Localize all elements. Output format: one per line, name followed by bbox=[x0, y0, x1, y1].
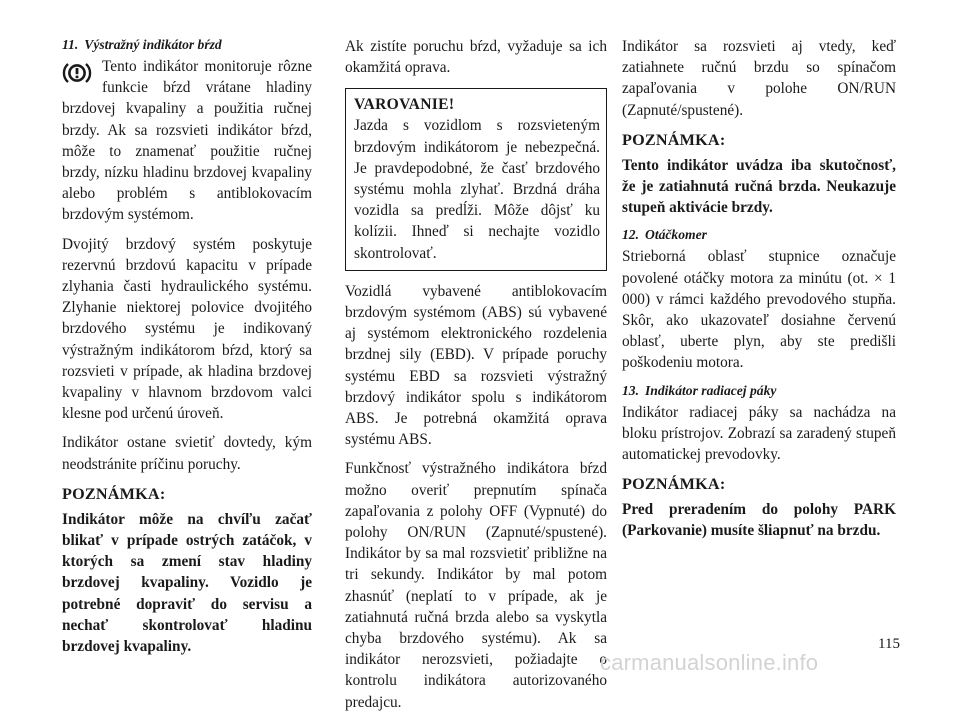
col1-para1: Tento indikátor monitoruje rôzne funkcie bŕzd vrátane hladiny brzdovej kvapaliny a použitia ručnej brzdy. Ak sa rozsvieti indikátor bŕzd, môže to znamenať použitie ručnej brzdy, nízku hladinu brzdovej kvapaliny alebo problém s antiblokovacím brzdovým systémom. bbox=[62, 58, 312, 224]
col3-para2: Strieborná oblasť stupnice označuje povolené otáčky motora za minútu (ot. × 1 000) v rámci každého prevodového stupňa. Skôr, ako ukazovateľ dosiahne červenú oblasť, uberte plyn, aby ste predišli poškodeniu motora. bbox=[622, 248, 896, 372]
column-left bbox=[62, 36, 312, 665]
col2-para2: Vozidlá vybavené antiblokovacím brzdovým systémom (ABS) sú vybavené aj systémom elektronického rozdelenia brzdnej sily (EBD). V prípade poruchy systému EBD sa rozsvieti výstražný brzdový indikátor spolu s indikátorom ABS. Je potrebná okamžitá oprava systému ABS. bbox=[345, 282, 607, 449]
section-12-heading bbox=[622, 226, 896, 244]
section-12-title: Otáčkomer bbox=[645, 227, 707, 243]
note-heading-2: POZNÁMKA: bbox=[622, 130, 726, 149]
section-13-number: 13. bbox=[622, 382, 639, 398]
note-text-1: Indikátor môže na chvíľu začať blikať v prípade ostrých zatáčok, v ktorých sa zmení stav hladiny brzdovej kvapaliny. Vozidlo je potrebné dopraviť do servisu a nechať skontrolovať hladinu brzdovej kvapaliny. bbox=[62, 510, 312, 656]
column-middle bbox=[345, 36, 607, 721]
col3-para3: Indikátor radiacej páky sa nachádza na bloku prístrojov. Zobrazí sa zaradený stupeň automatickej prevodovky. bbox=[622, 403, 896, 464]
brake-indicator-paragraph bbox=[62, 56, 312, 226]
page-number: 115 bbox=[878, 636, 900, 652]
warning-box bbox=[345, 88, 607, 270]
warning-title: VAROVANIE! bbox=[354, 96, 455, 114]
col2-para3: Funkčnosť výstražného indikátora bŕzd možno overiť prepnutím spínača zapaľovania z polohy OFF (Vypnuté) do polohy ON/RUN (Zapnuté/spustené). Indikátor by sa mal rozsvietiť približne na tri sekundy. Indikátor by mal potom zhasnúť (neplatí to v prípade, ak je zatiahnutá ručná brzda alebo sa vyskytla chyba brzdového systému). Ak sa indikátor nerozsvieti, požiadajte o kontrolu indikátora autorizovaného predajcu. bbox=[345, 460, 607, 711]
col3-para1: Indikátor sa rozsvieti aj vtedy, keď zatiahnete ručnú brzdu so spínačom zapaľovania v polohe ON/RUN (Zapnuté/spustené). bbox=[622, 38, 896, 119]
note-heading-1: POZNÁMKA: bbox=[62, 484, 166, 503]
section-11-title: Výstražný indikátor bŕzd bbox=[84, 37, 222, 52]
col1-para2: Dvojitý brzdový systém poskytuje rezervnú brzdovú kapacitu v prípade zlyhania časti hydraulického systému. Zlyhanie niektorej polovice dvojitého brzdového systému je indikovaný výstražným indikátorom bŕzd, ktorý sa rozsvieti v prípade, ak hladina brzdovej kvapaliny v hlavnom brzdovom valci klesne pod určenú úroveň. bbox=[62, 235, 312, 423]
brake-warning-icon bbox=[62, 60, 92, 86]
section-11-heading bbox=[62, 36, 312, 54]
section-13-title: Indikátor radiacej páky bbox=[645, 382, 777, 398]
section-12-number: 12. bbox=[622, 227, 639, 243]
note-text-2: Tento indikátor uvádza iba skutočnosť, že je zatiahnutá ručná brzda. Neukazuje stupeň aktivácie brzdy. bbox=[622, 156, 896, 217]
col1-para3: Indikátor ostane svietiť dovtedy, kým neodstránite príčinu poruchy. bbox=[62, 434, 312, 473]
warning-text: Jazda s vozidlom s rozsvieteným brzdovým indikátorom je nebezpečná. Je pravdepodobné, že časť brzdového systému mohla zlyhať. Brzdná dráha vozidla sa predĺži. Môže dôjsť ku kolízii. Ihneď si nechajte vozidlo skontrolovať. bbox=[354, 117, 600, 262]
note-heading-3: POZNÁMKA: bbox=[622, 475, 726, 494]
col2-para1: Ak zistíte poruchu bŕzd, vyžaduje sa ich okamžitá oprava. bbox=[345, 38, 607, 77]
column-right bbox=[622, 36, 896, 550]
section-13-heading bbox=[622, 382, 896, 400]
watermark-link[interactable]: carmanualsonline.info bbox=[600, 650, 819, 675]
note-text-3: Pred preradením do polohy PARK (Parkovanie) musíte šliapnuť na brzdu. bbox=[622, 501, 896, 540]
section-11-number: 11. bbox=[62, 37, 79, 52]
